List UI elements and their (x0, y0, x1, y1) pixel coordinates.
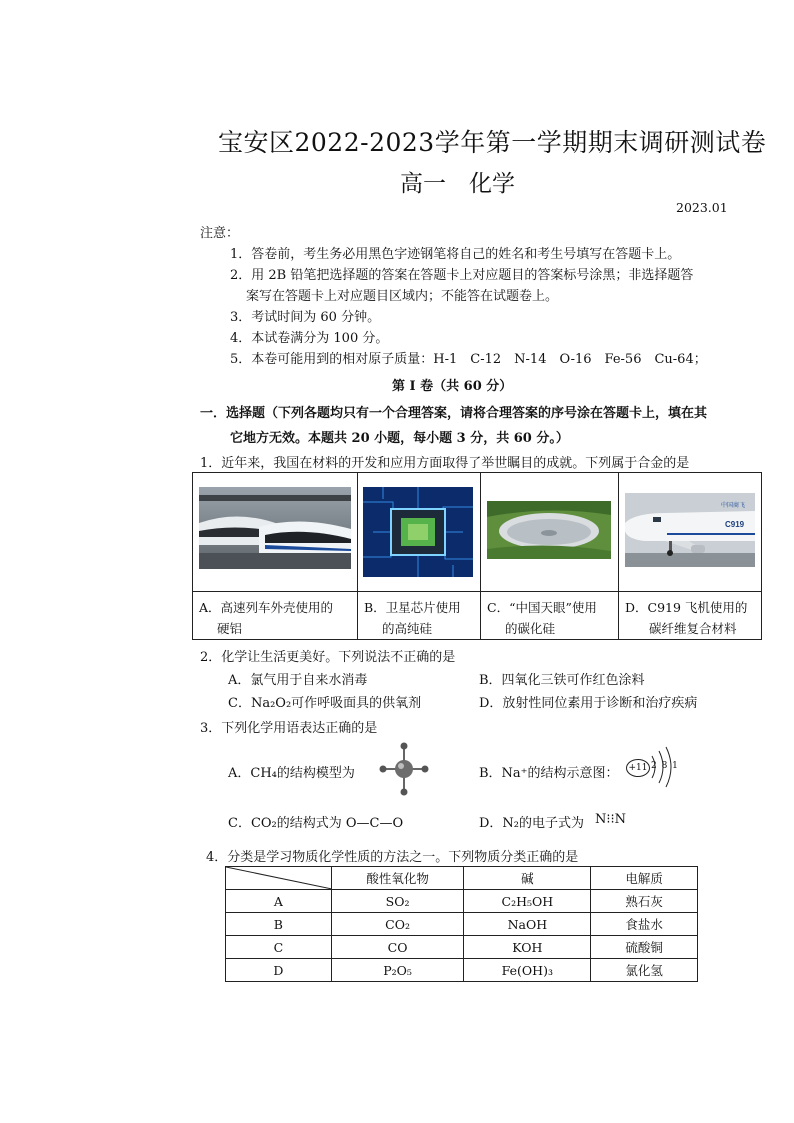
q1-stem: 1．近年来，我国在材料的开发和应用方面取得了举世瞩目的成就。下列属于合金的是 (200, 456, 690, 471)
q4-classification-table (225, 866, 698, 982)
page-title: 宝安区2022-2023学年第一学期期末调研测试卷 (218, 128, 767, 157)
q1-option-b-line1: B．卫星芯片使用 (364, 600, 461, 615)
table-cell: B (226, 913, 332, 936)
table-header-cell: 酸性氧化物 (331, 867, 464, 890)
table-cell: KOH (464, 936, 591, 959)
table-cell: C (226, 936, 332, 959)
section-title: 第 Ⅰ 卷（共 60 分） (392, 379, 513, 394)
table-row (226, 913, 698, 936)
q1-option-a (193, 473, 358, 639)
high-speed-train-photo (199, 487, 351, 577)
table-cell: 氯化氢 (591, 959, 698, 982)
table-cell: P₂O₅ (331, 959, 464, 982)
table-cell: D (226, 959, 332, 982)
q1-option-d (619, 473, 763, 639)
plane-brand: 中国商飞 (721, 503, 746, 509)
table-cell: C₂H₅OH (464, 890, 591, 913)
q2-option-d: D．放射性同位素用于诊断和治疗疾病 (479, 696, 698, 711)
n2-electron-formula: N⁝⁝N (595, 812, 627, 827)
page-subtitle: 高一 化学 (400, 171, 515, 197)
na-ion-structure-diagram (622, 744, 679, 790)
notice-item-2: 2．用 2B 铅笔把选择题的答案在答题卡上对应题目的答案标号涂黑；非选择题答 (230, 268, 694, 283)
exam-date: 2023.01 (676, 200, 728, 215)
q3-stem: 3．下列化学用语表达正确的是 (200, 721, 378, 736)
table-cell: CO₂ (331, 913, 464, 936)
q3-option-c: C．CO₂的结构式为 O—C—O (228, 816, 404, 831)
q1-option-c (481, 473, 619, 639)
c919-plane-photo (625, 493, 757, 569)
table-header-row (226, 867, 698, 890)
q1-option-a-line1: A．高速列车外壳使用的 (199, 600, 334, 615)
table-cell: SO₂ (331, 890, 464, 913)
table-cell: 食盐水 (591, 913, 698, 936)
q1-option-d-line1: D．C919 飞机使用的 (625, 600, 748, 615)
na-nucleus: +11 (626, 759, 650, 777)
table-cell: A (226, 890, 332, 913)
notice-heading: 注意： (200, 226, 240, 241)
q3-option-d: D．N₂的电子式为 (479, 816, 585, 831)
q2-option-a: A．氯气用于自来水消毒 (228, 673, 368, 688)
q1-image-table (192, 472, 762, 640)
q1-option-b-line2: 的高纯硅 (382, 621, 433, 636)
notice-item-4: 4．本试卷满分为 100 分。 (230, 331, 389, 346)
q2-stem: 2．化学让生活更美好。下列说法不正确的是 (200, 650, 456, 665)
q1-option-b (358, 473, 481, 639)
ch4-structure-model (376, 740, 432, 800)
section-instruction-1: 一．选择题（下列各题均只有一个合理答案，请将合理答案的序号涂在答题卡上，填在其 (200, 406, 708, 421)
q1-option-d-line2: 碳纤维复合材料 (649, 621, 737, 636)
table-row (226, 890, 698, 913)
q2-option-c: C．Na₂O₂可作呼吸面具的供氧剂 (228, 696, 422, 711)
q2-option-b: B．四氧化三铁可作红色涂料 (479, 673, 645, 688)
table-cell: CO (331, 936, 464, 959)
table-row (226, 959, 698, 982)
notice-item-2-cont: 案写在答题卡上对应题目区域内；不能答在试题卷上。 (246, 289, 559, 304)
q1-option-a-line2: 硬铝 (217, 621, 243, 636)
table-cell: 熟石灰 (591, 890, 698, 913)
q3-option-a: A．CH₄的结构模型为 (228, 766, 355, 781)
q1-option-c-line1: C．“中国天眼”使用 (487, 600, 597, 615)
table-cell: 硫酸铜 (591, 936, 698, 959)
na-shell-electrons: 2 8 1 (651, 761, 679, 771)
q1-option-c-line2: 的碳化硅 (505, 621, 556, 636)
notice-item-5: 5．本卷可能用到的相对原子质量：H-1 C-12 N-14 O-16 Fe-56 Cu-64； (230, 352, 707, 367)
notice-item-1: 1．答卷前，考生务必用黑色字迹钢笔将自己的姓名和考生号填写在答题卡上。 (230, 247, 681, 262)
table-corner-cell (226, 867, 332, 890)
table-cell: NaOH (464, 913, 591, 936)
q4-stem: 4．分类是学习物质化学性质的方法之一。下列物质分类正确的是 (206, 850, 579, 865)
section-instruction-2: 它地方无效。本题共 20 小题，每小题 3 分，共 60 分。） (230, 431, 569, 446)
table-row (226, 936, 698, 959)
table-cell: Fe(OH)₃ (464, 959, 591, 982)
plane-label: C919 (725, 520, 745, 529)
fast-telescope-photo (487, 501, 612, 561)
chip-photo (363, 487, 475, 577)
q3-option-b: B．Na⁺的结构示意图： (479, 766, 619, 781)
table-header-cell: 碱 (464, 867, 591, 890)
notice-item-3: 3．考试时间为 60 分钟。 (230, 310, 381, 325)
table-header-cell: 电解质 (591, 867, 698, 890)
